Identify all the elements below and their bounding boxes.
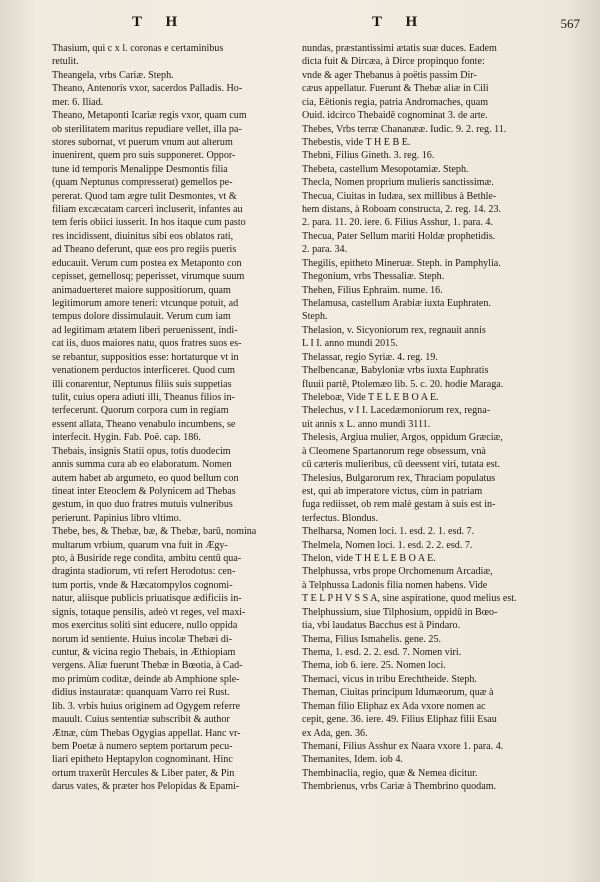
entry-line: nundas, præstantissimi ætatis suæ duces. Eadem <box>302 43 497 54</box>
entry-line: cuntur, & vicina regio Thebais, in Æthiopiam <box>52 646 236 658</box>
entry-line: tum portis, vnde & Hæcatompylos cognomi- <box>52 579 233 591</box>
dictionary-entry <box>302 364 584 391</box>
entry-line: venationem perductos interficeret. Quod cum <box>52 365 236 377</box>
entry-line: pto, à Busiride rege condita, ambitu centū qua- <box>52 553 242 565</box>
entry-line: Thema, iob 6. iere. 25. Nomen loci. <box>302 660 446 672</box>
dictionary-entry <box>302 753 584 766</box>
entry-line: Thegilis, epitheto Mineruæ. Steph. in Pamphylia. <box>302 257 501 269</box>
entry-line: Thebes, Vrbs terræ Chananææ. Iudic. 9. 2. reg. 11. <box>302 123 507 135</box>
entry-line: lib. 3. vrbis huius originem ad Ogygem referre <box>52 700 241 712</box>
entry-line: Thebe, bes, & Thebæ, bæ, & Thebæ, barū, nomina <box>52 526 257 538</box>
entry-line: Theano, Metaponti Icariæ regis vxor, quam cum <box>52 110 247 122</box>
entry-line: Theano, Antenoris vxor, sacerdos Palladis. Ho- <box>52 83 243 95</box>
dictionary-entry <box>302 149 584 162</box>
entry-line: tia, vbi laudatus Bacchus est à Pindaro. <box>302 620 461 632</box>
entry-line: Thasium, qui c x l. coronas e certaminibus <box>52 43 224 54</box>
entry-line: natur, aliisque publicis priuatisque ædificiis in- <box>52 593 242 605</box>
entry-line: Theangela, vrbs Cariæ. Steph. <box>52 69 174 81</box>
dictionary-entry <box>302 431 584 471</box>
entry-line: ad legitimam ætatem liberi peruenissent, indi- <box>52 324 238 336</box>
entry-line: Thebeta, castellum Mesopotamiæ. Steph. <box>302 163 469 175</box>
dictionary-entry <box>302 633 584 646</box>
entry-line: tempus dolore dissimulauit. Verum cum iam <box>52 311 231 323</box>
dictionary-entry <box>302 740 584 753</box>
entry-line: Thecua, Pater Sellum mariti Holdæ prophetidis. <box>302 230 496 242</box>
entry-line: cepisset, gemellosq; peperisset, virumque suum <box>52 271 245 283</box>
entry-line: filiam excæcatam carceri incluserit, infantes au <box>52 204 243 216</box>
dictionary-entry <box>302 659 584 672</box>
entry-line: dicta fuit & Dircæa, à Dirce propinquo fonte: <box>302 56 485 68</box>
entry-line: cepit, gene. 36. iere. 49. Filius Eliphaz filii Esau <box>302 714 497 726</box>
left-column <box>52 42 314 794</box>
entry-line: 2. para. 34. <box>302 244 348 256</box>
entry-line: Thegonium, vrbs Thessaliæ. Steph. <box>302 271 445 283</box>
entry-line: illi conarentur, Neptunus filiis suis suppetias <box>52 378 232 390</box>
entry-line: Thebais, insignis Statii opus, totis duodecim <box>52 445 231 457</box>
entry-line: uit annis x L. anno mundi 3111. <box>302 418 431 430</box>
entry-line: T E L P H V S S A, sine aspiratione, quod melius est. <box>302 593 517 605</box>
entry-line: terfecerunt. Quorum corpora cum in regiam <box>52 405 229 417</box>
dictionary-entry <box>52 525 314 793</box>
dictionary-entry <box>302 270 584 283</box>
dictionary-entry <box>302 136 584 149</box>
entry-line: Ouid. idcirco Thebaidē cognominat 3. de arte. <box>302 110 488 122</box>
dictionary-entry <box>302 539 584 552</box>
entry-line: essent allata, Theano venabulo incumbens, se <box>52 418 236 430</box>
entry-line: Theleboæ, Vide T E L E B O A E. <box>302 391 439 403</box>
entry-line: cū cæteris mulieribus, cū deessent viri, tutata est. <box>302 459 500 471</box>
entry-line: Thelon, vide T H E L E B O A E. <box>302 553 436 565</box>
entry-line: liari epitheto Heptapylon cognominant. Hinc <box>52 754 233 766</box>
entry-line: Thelmela, Nomen loci. 1. esd. 2. 2. esd. 7. <box>302 539 473 551</box>
entry-line: Thembrienus, vrbs Cariæ à Thembrino quodam. <box>302 781 497 793</box>
dictionary-entry <box>302 404 584 431</box>
entry-line: bem Poetæ à numero septem portarum pecu- <box>52 740 233 752</box>
entry-line: est, qui ab imperatore victus, cùm in patriam <box>302 485 483 497</box>
entry-line: Thelechus, v I I. Lacedæmoniorum rex, regna- <box>302 405 491 417</box>
entry-line: norum id sentiente. Huius incolæ Thebæi di- <box>52 633 233 645</box>
dictionary-entry <box>302 673 584 686</box>
dictionary-entry <box>302 472 584 526</box>
entry-line: Thelasion, v. Sicyoniorum rex, regnauit annis <box>302 324 486 336</box>
dictionary-entry <box>52 109 314 445</box>
entry-line: Thelphussa, vrbs prope Orchomenum Arcadiæ, <box>302 566 493 578</box>
entry-line: terfectus. Blondus. <box>302 512 378 524</box>
entry-line: cat iis, duos maiores natu, quos fratres suos es- <box>52 338 242 350</box>
entry-line: mauult. Cuius sententiæ subscribit & author <box>52 714 230 726</box>
entry-line: hem distans, à Roboam constructa, 2. reg. 14. 23. <box>302 204 502 216</box>
entry-line: darus vates, & præter hos Pelopidas & Epami- <box>52 781 240 793</box>
entry-line: cia, Eëtionis regia, patria Andromaches, quam <box>302 96 489 108</box>
entry-line: L I I. anno mundi 2015. <box>302 338 398 350</box>
dictionary-entry <box>302 123 584 136</box>
entry-line: fluuii partē, Ptolemæo lib. 5. c. 20. hodie Maraga. <box>302 378 504 390</box>
entry-line: Thehen, Filius Ephraim. nume. 16. <box>302 284 443 296</box>
dictionary-entry <box>302 565 584 605</box>
entry-line: cæus appellatur. Fuerunt & Thebæ aliæ in Cili <box>302 83 489 95</box>
entry-line: tulit, cuius opera adiuti illi, Theanus filios in- <box>52 391 235 403</box>
entry-line: Thema, 1. esd. 2. 2. esd. 7. Nomen viri. <box>302 646 462 658</box>
dictionary-entry <box>302 163 584 176</box>
entry-line: fuga rediisset, ob rem malè gestam à suis est in- <box>302 499 496 511</box>
right-column <box>302 42 584 794</box>
entry-line: stores subornat, vt puerum vnum aut alterum <box>52 136 233 148</box>
entry-line: tem feris obiici iusserit. In hos itaque cum pasto <box>52 217 246 229</box>
entry-line: Thembinaclia, regio, quæ & Nemea dicitur. <box>302 767 478 779</box>
entry-line: pererat. Quod tam ægre tulit Desmontes, vt & <box>52 190 237 202</box>
dictionary-entry <box>302 646 584 659</box>
entry-line: legitimorum amore teneri: vtcunque potuit, ad <box>52 298 239 310</box>
entry-line: perierunt. Papinius libro vltimo. <box>52 512 182 524</box>
entry-line: Thelamusa, castellum Arabiæ iuxta Euphraten. <box>302 298 491 310</box>
entry-line: draginta stadiorum, vti refert Herodotus: cen- <box>52 566 236 578</box>
dictionary-entry <box>302 351 584 364</box>
entry-line: Thelharsa, Nomen loci. 1. esd. 2. 1. esd. 7. <box>302 526 475 538</box>
entry-line: annis summa cura ab eo elaboratum. Nomen <box>52 459 232 471</box>
entry-line: educauit. Verum cum postea ex Metaponto con <box>52 257 242 269</box>
dictionary-entry <box>302 257 584 270</box>
dictionary-entry <box>52 69 314 82</box>
entry-line: Thebni, Filius Gineth. 3. reg. 16. <box>302 150 435 162</box>
entry-line: tineat inter Eteoclem & Polynicem ad Thebas <box>52 485 236 497</box>
dictionary-entry <box>302 525 584 538</box>
dictionary-entry <box>302 324 584 351</box>
entry-line: Themaci, vicus in tribu Erechtheide. Steph. <box>302 673 477 685</box>
dictionary-entry <box>52 42 314 69</box>
dictionary-entry <box>302 767 584 780</box>
entry-line: Thebestis, vide T H E B E. <box>302 136 411 148</box>
entry-line: Thelphussium, siue Tilphosium, oppidū in Bœo- <box>302 606 498 618</box>
header-letters-left: T H <box>132 14 188 30</box>
entry-line: mer. 6. Iliad. <box>52 96 104 108</box>
entry-line: tune id temporis Menalippe Desmontis filia <box>52 163 228 175</box>
entry-line: vergens. Aliæ fuerunt Thebæ in Bœotia, à Cad- <box>52 660 243 672</box>
entry-line: interfecit. Hygin. Fab. Poë. cap. 186. <box>52 432 201 444</box>
entry-line: animaduerteret maiore suppositiorum, quam <box>52 284 231 296</box>
entry-line: didius instauratæ: quanquam Varro rei Rust. <box>52 687 230 699</box>
entry-line: se rebantur, suppositios esse: hortaturque vt in <box>52 351 239 363</box>
dictionary-entry <box>302 297 584 324</box>
entry-line: gestum, in quo duo fratres mutuis vulneribus <box>52 499 233 511</box>
entry-line: Themanites, Idem. iob 4. <box>302 754 403 766</box>
entry-line: à Cleomene Spartanorum rege obsessum, vnà <box>302 445 486 457</box>
entry-line: Steph. <box>302 311 328 323</box>
dictionary-entry <box>52 445 314 526</box>
entry-line: ortum traxerūt Hercules & Liber pater, & Pin <box>52 767 235 779</box>
entry-line: Thelbencanæ, Babyloniæ vrbs iuxta Euphratis <box>302 365 489 377</box>
entry-line: (quam Neptunus compresserat) gemellos pe- <box>52 177 233 189</box>
entry-line: à Telphussa Ladonis filia nomen habens. Vide <box>302 579 488 591</box>
entry-line: Ætnæ, cùm Thebas Ogygias appellat. Hanc vr- <box>52 727 241 739</box>
running-header <box>0 14 600 40</box>
entry-line: Theman, Ciuitas principum Idumæorum, quæ à <box>302 687 494 699</box>
dictionary-entry <box>302 176 584 189</box>
entry-line: Thecua, Ciuitas in Iudæa, sex millibus à Bethle- <box>302 190 497 202</box>
entry-line: Thelesius, Bulgarorum rex, Thraciam populatus <box>302 472 496 484</box>
entry-line: ad Theano deferunt, quæ eos pro regiis pueris <box>52 244 237 256</box>
page-number: 567 <box>560 16 580 31</box>
dictionary-entry <box>302 42 584 123</box>
entry-line: ex Ada, gen. 36. <box>302 727 368 739</box>
entry-line: mos exercitus solitì sint educere, nullo oppida <box>52 620 238 632</box>
entry-line: vnde & ager Thebanus à poëtis passim Dir- <box>302 69 477 81</box>
entry-line: mo primùm coditæ, deinde ab Amphione sple- <box>52 673 240 685</box>
dictionary-entry <box>302 284 584 297</box>
entry-line: signis, totaque pensilis, adeò vt reges, vel maxi- <box>52 606 246 618</box>
dictionary-entry <box>302 230 584 257</box>
header-letters-right: T H <box>372 14 428 30</box>
dictionary-entry <box>302 552 584 565</box>
entry-line: autem habet ab argumeto, eo quod bellum con <box>52 472 239 484</box>
entry-line: inuenirent, quem pro suis supponeret. Oppor- <box>52 150 236 162</box>
entry-line: Thema, Filius Ismahelis. gene. 25. <box>302 633 442 645</box>
entry-line: Theman filio Eliphaz ex Ada vxore nomen ac <box>302 700 486 712</box>
dictionary-entry <box>302 780 584 793</box>
dictionary-entry <box>302 190 584 230</box>
entry-line: Thecla, Nomen proprium mulieris sanctissimæ. <box>302 177 494 189</box>
entry-line: res incidissent, diuinitus sibi eos oblatos rati, <box>52 230 234 242</box>
entry-line: Thelesis, Argiua mulier, Argos, oppidum Græciæ, <box>302 432 503 444</box>
dictionary-entry <box>302 686 584 740</box>
dictionary-entry <box>302 391 584 404</box>
entry-line: ob sterilitatem maritus repudiare vellet, illa pa- <box>52 123 242 135</box>
entry-line: 2. para. 11. 20. iere. 6. Filius Asshur, 1. para. 4. <box>302 217 493 229</box>
entry-line: multarum vrbium, quarum vna fuit in Ægy- <box>52 539 228 551</box>
entry-line: retulit. <box>52 56 79 68</box>
dictionary-entry <box>52 82 314 109</box>
dictionary-entry <box>302 606 584 633</box>
entry-line: Themani, Filius Asshur ex Naara vxore 1. para. 4. <box>302 740 504 752</box>
entry-line: Thelassar, regio Syriæ. 4. reg. 19. <box>302 351 438 363</box>
